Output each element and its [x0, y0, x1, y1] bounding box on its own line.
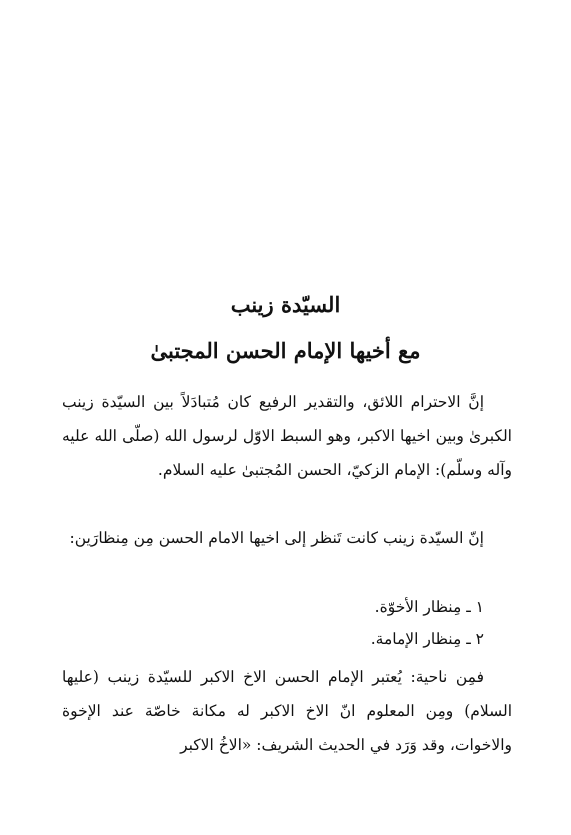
- paragraph-text: إنَّ الاحترام اللائق، والتقدير الرفيع كان مُتبادَلاً بين السيّدة زينب الكبرىٰ وبين اخيها الاكبر، وهو السبط الاوّل لرسول الله (صلّى الله عليه وآله وسلّم): الإمام الزكيّ، الحسن المُجتبىٰ عليه السلام.: [62, 393, 512, 479]
- paragraph-elder-brother: [62, 660, 512, 762]
- list-item-imamate: ٢ ـ مِنظار الإمامة.: [370, 630, 484, 648]
- page-subtitle: مع أخيها الإمام الحسن المجتبىٰ: [150, 338, 421, 363]
- page-title: السيّدة زينب: [230, 292, 341, 317]
- paragraph-text: إنّ السيّدة زينب كانت تَنظر إلى اخيها الامام الحسن مِن مِنظارَين:: [69, 529, 484, 547]
- paragraph-text: فمِن ناحية: يُعتبر الإمام الحسن الاخ الاكبر للسيّدة زينب (عليها السلام) ومِن المعلوم انّ الاخ الاكبر له مكانة خاصّة عند الإخوة والاخوات، وقد وَرَد في الحديث الشريف: «الاخُ الاكبر: [62, 668, 512, 754]
- list-item-brotherhood: ١ ـ مِنظار الأخوّة.: [374, 598, 484, 616]
- paragraph-intro: [62, 385, 512, 487]
- paragraph-perspectives: [62, 521, 512, 555]
